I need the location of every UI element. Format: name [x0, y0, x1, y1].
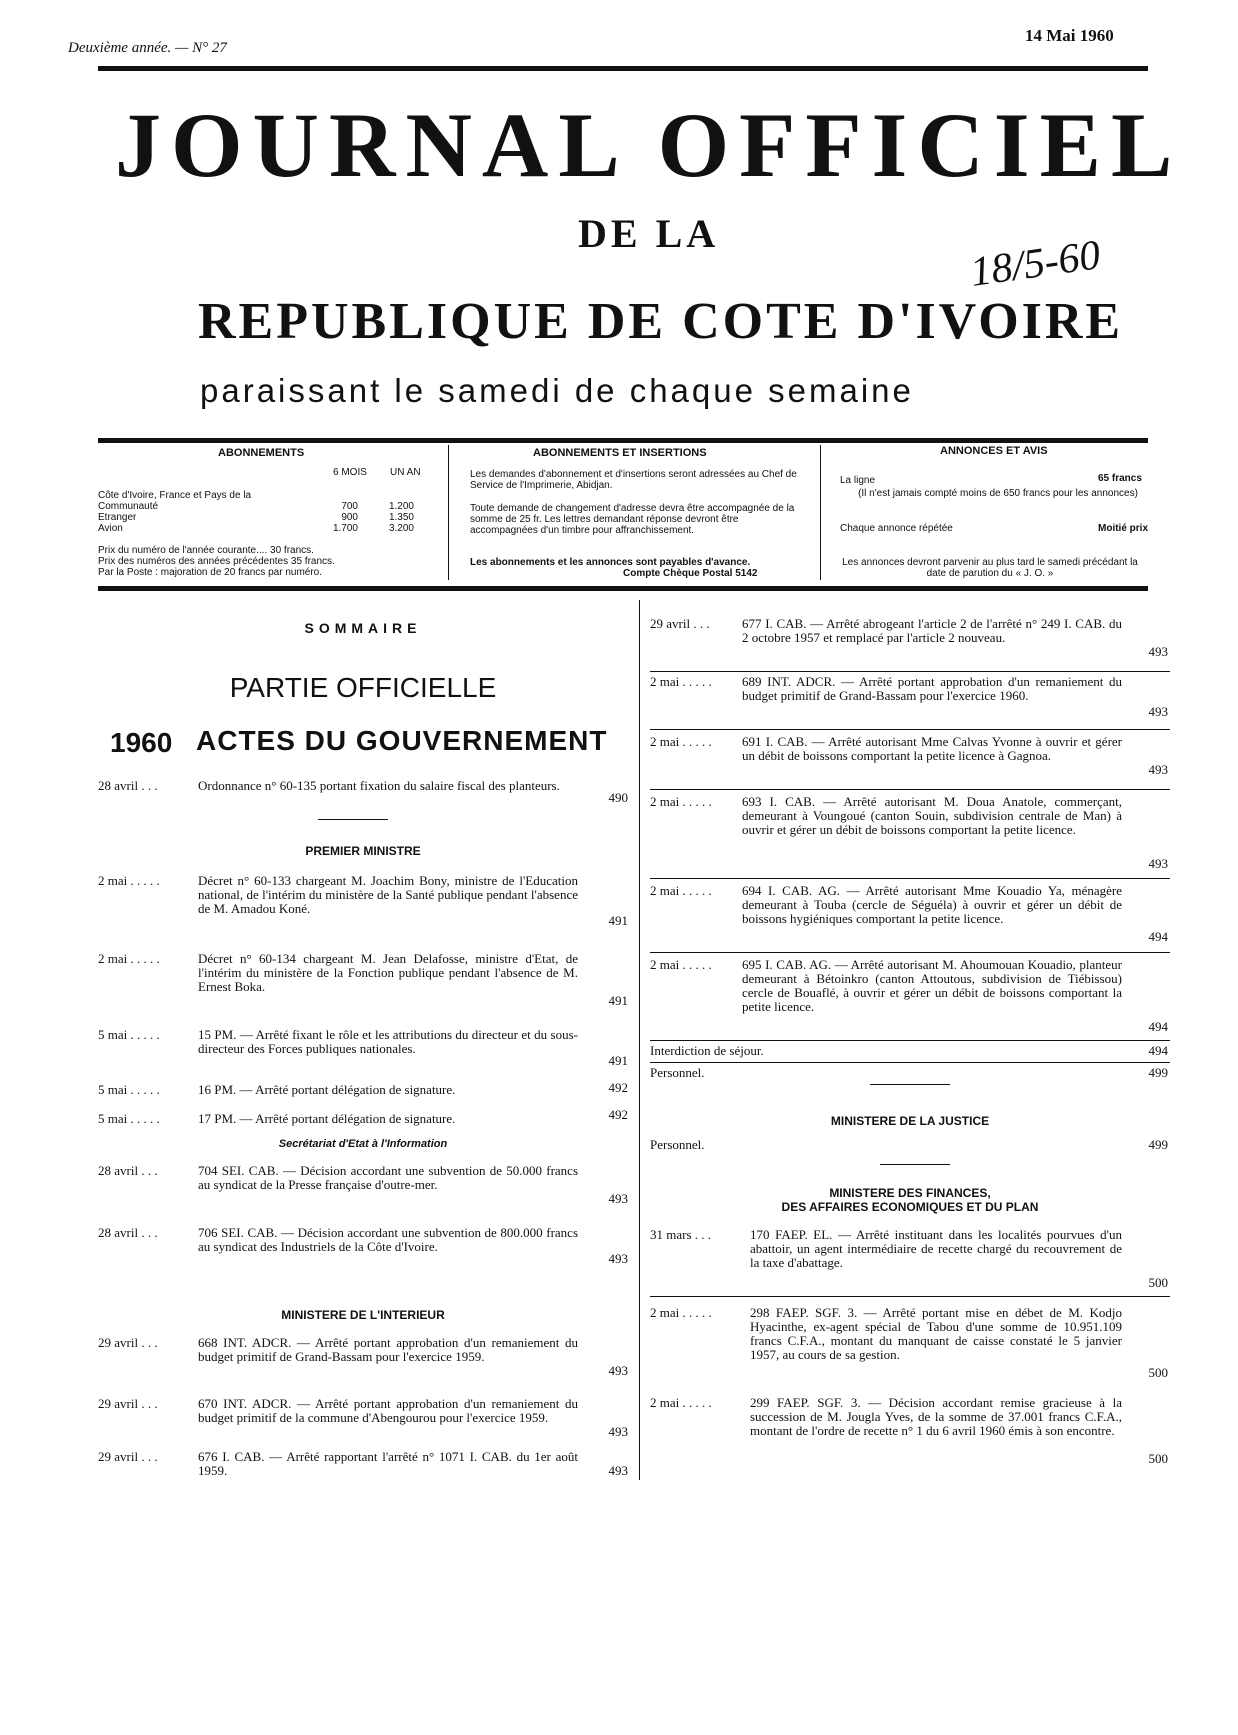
entry-text: 704 SEI. CAB. — Décision accordant une subvention de 50.000 francs au syndicat de la Presse française d'outre-mer.: [198, 1163, 578, 1192]
deadline-note: Les annonces devront parvenir au plus tard le samedi précédant la date de parution du « J. O. »: [842, 557, 1138, 579]
entry-page: 494: [1148, 929, 1168, 944]
rate-label: Côte d'Ivoire, France et Pays de la Communauté: [98, 490, 252, 512]
separator: [880, 1164, 950, 1165]
entry-text: 694 I. CAB. AG. — Arrêté autorisant Mme Kouadio Ya, ménagère demeurant à Touba (cercle de Séguéla) à ouvrir et gérer un débit de boissons hygiéniques comportant la petite licence.: [742, 883, 1122, 926]
entry-date: 29 avril . . .: [98, 1396, 158, 1411]
entry-date: 2 mai . . . . .: [98, 873, 160, 888]
entry-date: 2 mai . . . . .: [650, 1305, 712, 1320]
entry-page: 491: [608, 913, 628, 928]
entry-text: 676 I. CAB. — Arrêté rapportant l'arrêté n° 1071 I. CAB. du 1er août 1959.: [198, 1449, 578, 1478]
entry-date: 31 mars . . .: [650, 1227, 712, 1242]
entry-page: 492: [608, 1080, 628, 1095]
repetee-price: Moitié prix: [1098, 523, 1149, 534]
entry-date: 2 mai . . . . .: [98, 951, 160, 966]
info-box: [98, 445, 1148, 580]
list-item: [98, 1107, 628, 1130]
postal-account: Compte Chèque Postal 5142: [623, 568, 758, 579]
ligne-price: 65 francs: [1098, 473, 1142, 484]
entry-text: Décret n° 60-134 chargeant M. Jean Delafosse, ministre d'Etat, de l'intérim du ministère de la Fonction publique pendant l'absence de M. Ernest Boka.: [198, 951, 578, 994]
rate-year: 3.200: [388, 523, 414, 534]
entry-page: 500: [1148, 1365, 1168, 1380]
entry-text: 706 SEI. CAB. — Décision accordant une subvention de 800.000 francs au syndicat des Industriels de la Côte d'Ivoire.: [198, 1225, 578, 1254]
heading-justice: MINISTERE DE LA JUSTICE: [830, 1114, 990, 1128]
separator: [650, 952, 1170, 953]
entry-date: 5 mai . . . . .: [98, 1111, 160, 1126]
separator: [650, 1296, 1170, 1297]
annonces-title: ANNONCES ET AVIS: [940, 445, 1048, 457]
journal-title: JOURNAL OFFICIEL: [115, 94, 1183, 196]
entry-page: 499: [1148, 1065, 1168, 1080]
entry-text: 16 PM. — Arrêté portant délégation de signature.: [198, 1082, 456, 1097]
insertions-p1: Les demandes d'abonnement et d'insertions seront adressées au Chef de Service de l'Imprimerie, Abidjan.: [470, 469, 797, 491]
entry-page: 493: [608, 1424, 628, 1439]
col-one-year: UN AN: [390, 467, 421, 478]
entry-text: Ordonnance n° 60-135 portant fixation du salaire fiscal des planteurs.: [198, 778, 560, 793]
entry-text: 689 INT. ADCR. — Arrêté portant approbation d'un remaniement du budget primitif de Grand-Bassam pour l'exercice 1960.: [742, 674, 1122, 703]
entry-page: 499: [1148, 1137, 1168, 1152]
section-year: 1960: [110, 727, 173, 758]
entry-page: 490: [608, 790, 628, 805]
list-item: [98, 1164, 628, 1214]
entry-page: 492: [608, 1107, 628, 1122]
entry-text: Personnel.: [650, 1137, 705, 1152]
rate-six: 900: [341, 512, 358, 523]
list-item: [98, 1080, 628, 1101]
entry-page: 494: [1148, 1019, 1168, 1034]
separator: [650, 729, 1170, 730]
rate-label: Etranger: [98, 512, 137, 523]
list-item: [98, 1397, 628, 1447]
entry-text: Personnel.: [650, 1065, 705, 1080]
entry-page: 493: [608, 1191, 628, 1206]
list-item: [98, 1336, 628, 1386]
top-rule: [98, 66, 1148, 71]
list-item: [650, 958, 1170, 1038]
entry-page: 491: [608, 993, 628, 1008]
partie-officielle: PARTIE OFFICIELLE: [229, 672, 497, 703]
entry-text: Décret n° 60-133 chargeant M. Joachim Bony, ministre de l'Education national, de l'intérim du ministère de la Santé publique pendant l'absence de M. Amadou Koné.: [198, 873, 578, 916]
list-item: [650, 1396, 1170, 1476]
entry-date: 28 avril . . .: [98, 1225, 158, 1240]
entry-text: 668 INT. ADCR. — Arrêté portant approbation d'un remaniement du budget primitif de Grand-Bassam pour l'exercice 1959.: [198, 1335, 578, 1364]
entry-page: 493: [608, 1251, 628, 1266]
entry-text: 670 INT. ADCR. — Arrêté portant approbation d'un remaniement du budget primitif de la commune d'Abengourou pour l'exercice 1959.: [198, 1396, 578, 1425]
handwritten-note: 18/5-60: [967, 232, 1104, 296]
parution-line: paraissant le samedi de chaque semaine: [200, 372, 914, 409]
entry-date: 5 mai . . . . .: [98, 1082, 160, 1097]
heading-premier-ministre: PREMIER MINISTRE: [305, 844, 421, 858]
entry-date: 29 avril . . .: [98, 1335, 158, 1350]
box-bottom-rule: [98, 586, 1148, 591]
ligne-note: (Il n'est jamais compté moins de 650 francs pour les annonces): [858, 488, 1138, 499]
heading-finances: MINISTERE DES FINANCES,: [829, 1186, 991, 1200]
heading-finances-sub: DES AFFAIRES ECONOMIQUES ET DU PLAN: [781, 1200, 1039, 1214]
list-item: [650, 735, 1170, 785]
list-item: [650, 617, 1170, 667]
entry-date: 29 avril . . .: [650, 616, 710, 631]
entry-date: 2 mai . . . . .: [650, 674, 712, 689]
box-top-rule: [98, 438, 1148, 443]
entry-text: 299 FAEP. SGF. 3. — Décision accordant remise gracieuse à la succession de M. Jougla Yves, de la somme de 37.001 francs C.F.A., montant de l'ordre de recette n° 1 du 6 avril 1960 émis à son encontre.: [750, 1395, 1122, 1438]
rate-six: 700: [341, 501, 358, 512]
entry-page: 493: [1148, 704, 1168, 719]
ligne-label: La ligne: [840, 475, 876, 486]
price-previous: Prix des numéros des années précédentes 35 francs.: [98, 556, 335, 567]
de-la: DE LA: [578, 211, 720, 256]
entry-page: 493: [608, 1463, 628, 1478]
republic-title: REPUBLIQUE DE COTE D'IVOIRE: [198, 293, 1124, 350]
separator: [870, 1084, 950, 1085]
repetee-label: Chaque annonce répétée: [840, 523, 953, 534]
section-title: ACTES DU GOUVERNEMENT: [196, 725, 608, 756]
list-item: [98, 779, 628, 809]
entry-date: 28 avril . . .: [98, 778, 158, 793]
entry-date: 2 mai . . . . .: [650, 1395, 712, 1410]
entry-page: 493: [1148, 856, 1168, 871]
price-current: Prix du numéro de l'année courante.... 30 francs.: [98, 545, 314, 556]
entry-date: 2 mai . . . . .: [650, 734, 712, 749]
entry-text: 15 PM. — Arrêté fixant le rôle et les attributions du directeur et du sous-directeur des Forces publiques nationales.: [198, 1027, 578, 1056]
list-item: [98, 1028, 628, 1078]
edition-number: Deuxième année. — N° 27: [68, 40, 227, 56]
separator: [650, 1062, 1170, 1063]
insertions-p3: Les abonnements et les annonces sont payables d'avance.: [470, 557, 751, 568]
heading-secretariat: Secrétariat d'Etat à l'Information: [278, 1138, 448, 1150]
rate-row: [98, 490, 298, 512]
sommaire-title: SOMMAIRE: [304, 620, 422, 636]
list-item: [650, 1306, 1170, 1386]
list-item: [650, 1138, 1170, 1154]
issue-date: 14 Mai 1960: [1025, 26, 1114, 45]
entry-date: 2 mai . . . . .: [650, 883, 712, 898]
entry-text: 298 FAEP. SGF. 3. — Arrêté portant mise en débet de M. Kodjo Hyacinthe, ex-agent spécial de Tabou d'une somme de 10.951.109 francs C.F.A., montant du manquant de caisse constaté le 5 janvier 1957, au cours de sa gestion.: [750, 1305, 1122, 1362]
entry-text: 691 I. CAB. — Arrêté autorisant Mme Calvas Yvonne à ouvrir et gérer un débit de boissons comportant la petite licence à Gagnoa.: [742, 734, 1122, 763]
entry-date: 2 mai . . . . .: [650, 957, 712, 972]
postage-note: Par la Poste : majoration de 20 francs par numéro.: [98, 567, 323, 578]
insertions-p2: Toute demande de changement d'adresse devra être accompagnée de la somme de 25 fr. Les lettres demandant réponse devront être accompagnées d'un timbre pour affranchissement.: [470, 503, 795, 536]
rate-six: 1.700: [332, 523, 358, 534]
entry-date: 29 avril . . .: [98, 1449, 158, 1464]
list-item: [98, 1226, 628, 1276]
box-divider: [820, 445, 821, 580]
entry-text: 677 I. CAB. — Arrêté abrogeant l'article 2 de l'arrêté n° 249 I. CAB. du 2 octobre 1957 et remplacé par l'article 2 nouveau.: [742, 616, 1122, 645]
column-divider: [639, 600, 640, 1480]
rate-year: 1.200: [388, 501, 414, 512]
list-item: [650, 1066, 1170, 1082]
separator: [650, 671, 1170, 672]
list-item: [98, 1450, 628, 1484]
box-divider: [448, 445, 449, 580]
list-item: [650, 884, 1170, 946]
insertions-title: ABONNEMENTS ET INSERTIONS: [533, 447, 707, 459]
entry-page: 500: [1148, 1451, 1168, 1466]
separator: [318, 819, 388, 820]
heading-interieur: MINISTERE DE L'INTERIEUR: [281, 1308, 445, 1322]
separator: [650, 878, 1170, 879]
entry-text: Interdiction de séjour.: [650, 1043, 764, 1058]
entry-date: 2 mai . . . . .: [650, 794, 712, 809]
entry-page: 493: [1148, 644, 1168, 659]
entry-page: 494: [1148, 1043, 1168, 1058]
entry-page: 493: [608, 1363, 628, 1378]
entry-text: 695 I. CAB. AG. — Arrêté autorisant M. Ahoumouan Kouadio, planteur demeurant à Bétoinkro (canton Attoutous, subdivision de Tiébissou) cercle de Bouaflé, à ouvrir et gérer un débit de boissons comportant la petite licence.: [742, 957, 1122, 1014]
entry-text: 17 PM. — Arrêté portant délégation de signature.: [198, 1111, 456, 1126]
entry-page: 491: [608, 1053, 628, 1068]
list-item: [650, 675, 1170, 725]
list-item: [98, 874, 628, 940]
col-six-months: 6 MOIS: [333, 467, 367, 478]
separator: [650, 1040, 1170, 1041]
list-item: [650, 795, 1170, 873]
list-item: [650, 1044, 1170, 1060]
entry-page: 493: [1148, 762, 1168, 777]
rate-label: Avion: [98, 523, 123, 534]
rate-year: 1.350: [388, 512, 414, 523]
separator: [650, 789, 1170, 790]
entry-date: 5 mai . . . . .: [98, 1027, 160, 1042]
entry-text: 693 I. CAB. — Arrêté autorisant M. Doua Anatole, commerçant, demeurant à Voungoué (canton Souin, subdivision centrale de Man) à ouvrir et gérer un débit de boissons comportant la petite licence.: [742, 794, 1122, 837]
entry-page: 500: [1148, 1275, 1168, 1290]
entry-date: 28 avril . . .: [98, 1163, 158, 1178]
entry-text: 170 FAEP. EL. — Arrêté instituant dans les localités pourvues d'un abattoir, un agent intermédiaire de recette chargé du recouvrement de la taxe d'abattage.: [750, 1227, 1122, 1270]
list-item: [650, 1228, 1170, 1292]
abonnements-title: ABONNEMENTS: [218, 447, 305, 459]
list-item: [98, 952, 628, 1018]
